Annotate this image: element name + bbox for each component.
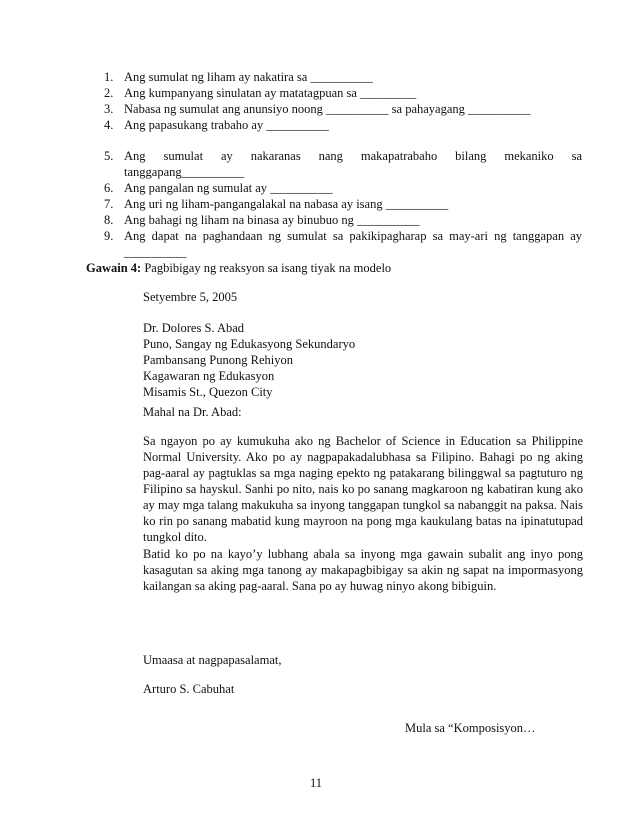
letter-signature: Arturo S. Cabuhat: [143, 682, 235, 696]
list-item: 8. Ang bahagi ng liham na binasa ay binubuo ng __________: [104, 213, 420, 227]
letter-paragraph-2: Batid ko po na kayo’y lubhang abala sa inyong mga gawain subalit ang inyo pong kasagutan sa aking mga tanong ay makapagbibigay sa akin ng sapat na impormasyong kailangan sa aking pag-aaral. Sana po ay huwag ninyo akong bibiguin.: [143, 547, 583, 593]
letter-paragraph-1: Sa ngayon po ay kumukuha ako ng Bachelor of Science in Education sa Philippine Normal University. Ako po ay nagpapakadalubhasa sa Filipino. Bahagi po ng aking pag-aaral ay pagtuklas sa mga naging epekto ng patakarang bilinggwal sa pagtuturo ng Filipino sa hayskul. Sanhi po nito, nais ko po sanang magkaroon ng kabatiran kung ako ay may mga talang makukuha sa inyong tanggapan tungkol sa nabanggit na paksa. Nais ko rin po sanang mabatid kung mayroon na pong mga kaukulang batas na ipinatutupad tungkol dito.: [143, 434, 583, 544]
gawain-heading: [86, 261, 391, 276]
list-item: 4. Ang papasukang trabaho ay __________: [104, 118, 329, 132]
gawain-title: Pagbibigay ng reaksyon sa isang tiyak na modelo: [144, 261, 392, 275]
list-item: 9. Ang dapat na paghandaan ng sumulat sa pakikipagharap sa may-ari ng tanggapan ay __________: [104, 229, 582, 259]
list-item: 3. Nabasa ng sumulat ang anunsiyo noong __________ sa pahayagang __________: [104, 102, 531, 116]
letter-closing: Umaasa at nagpapasalamat,: [143, 653, 282, 667]
address-line: Pambansang Punong Rehiyon: [143, 353, 293, 367]
source-citation: Mula sa “Komposisyon…: [405, 721, 536, 735]
list-item: 6. Ang pangalan ng sumulat ay __________: [104, 181, 333, 195]
page-number: 11: [310, 776, 323, 790]
letter-date: Setyembre 5, 2005: [143, 290, 238, 304]
list-item: 1. Ang sumulat ng liham ay nakatira sa __________: [104, 70, 373, 84]
letter-salutation: Mahal na Dr. Abad:: [143, 405, 242, 419]
question-list: [104, 69, 582, 260]
list-item: 7. Ang uri ng liham-pangangalakal na nabasa ay isang __________: [104, 197, 449, 211]
address-line: Misamis St., Quezon City: [143, 385, 273, 399]
list-item: 5. Ang sumulat ay nakaranas nang makapatrabaho bilang mekaniko sa tanggapang__________: [104, 149, 582, 179]
letter-address: [143, 320, 583, 400]
list-item: 2. Ang kumpanyang sinulatan ay matatagpuan sa _________: [104, 86, 417, 100]
address-line: Dr. Dolores S. Abad: [143, 321, 245, 335]
address-line: Puno, Sangay ng Edukasyong Sekundaryo: [143, 337, 356, 351]
address-line: Kagawaran ng Edukasyon: [143, 369, 275, 383]
gawain-label: Gawain 4:: [86, 261, 142, 275]
